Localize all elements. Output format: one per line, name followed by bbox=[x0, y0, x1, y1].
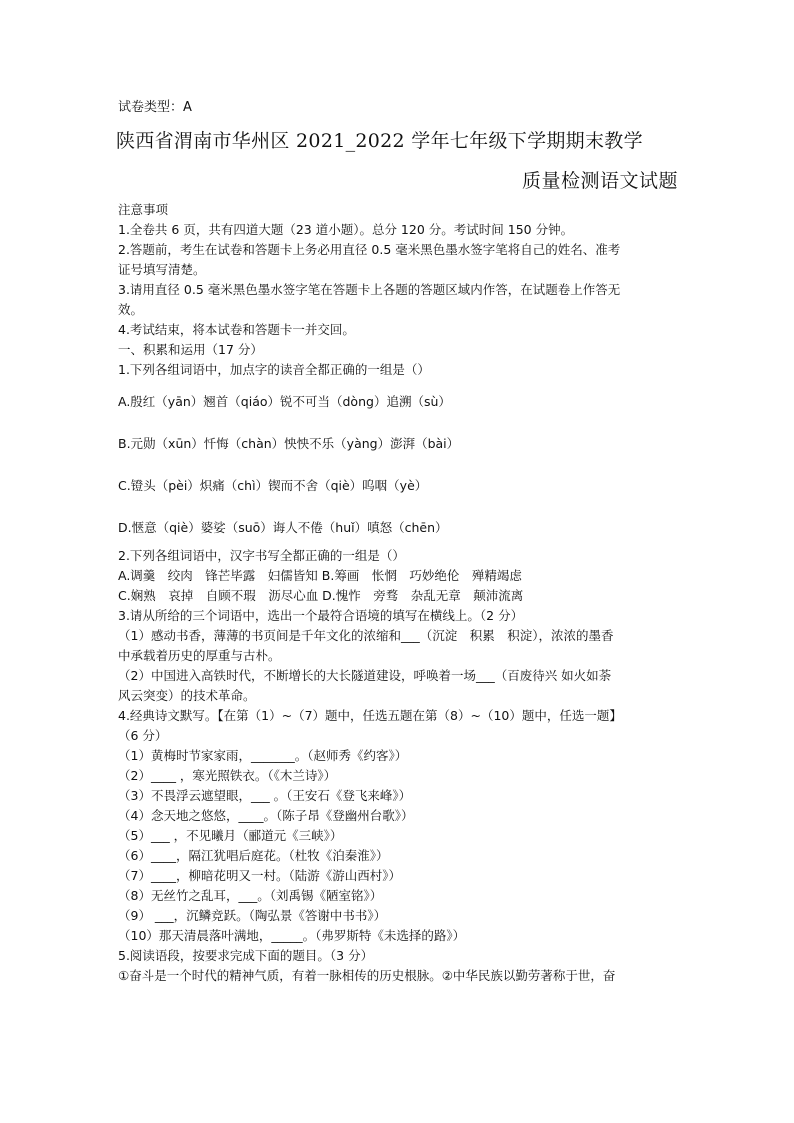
exam-title-line2: 质量检测语文试题 bbox=[521, 170, 678, 192]
exam-title-line1: 陕西省渭南市华州区 2021_2022 学年七年级下学期期末教学 bbox=[116, 130, 643, 152]
note-item: 2.答题前，考生在试卷和答题卡上务必用直径 0.5 毫米黑色墨水签字笔将自己的姓名、准考 bbox=[118, 242, 621, 257]
note-item: 证号填写清楚。 bbox=[118, 262, 206, 277]
doc-type-label: 试卷类型：A bbox=[118, 100, 192, 115]
question-stem: 5.阅读语段，按要求完成下面的题目。（3 分） bbox=[118, 948, 374, 963]
note-item: 效。 bbox=[118, 302, 144, 317]
question-3 bbox=[118, 606, 678, 706]
question-stem: 1.下列各组词语中，加点字的读音全都正确的一组是（） bbox=[118, 362, 430, 377]
question-text: 中承载着历史的厚重与古朴。 bbox=[118, 648, 281, 663]
question-text: （1）感动书香，薄薄的书页间是千年文化的浓缩和___（沉淀 积累 积淀），浓浓的墨香 bbox=[118, 628, 614, 643]
note-item: 4.考试结束，将本试卷和答题卡一并交回。 bbox=[118, 322, 355, 337]
question-text: 风云突变）的技术革命。 bbox=[118, 688, 256, 703]
note-item: 3.请用直径 0.5 毫米黑色墨水签字笔在答题卡上各题的答题区域内作答，在试题卷上作答无 bbox=[118, 282, 621, 297]
passage-text: ①奋斗是一个时代的精神气质，有着一脉相传的历史根脉。②中华民族以勤劳著称于世，奋 bbox=[118, 968, 616, 983]
poem-item: （2）____ ，寒光照铁衣。（《木兰诗》） bbox=[118, 768, 337, 783]
option-d: D.惬意（qiè）婆娑（suō）诲人不倦（huǐ）嗔怒（chēn） bbox=[118, 520, 448, 535]
question-stem: 2.下列各组词语中，汉字书写全都正确的一组是（） bbox=[118, 548, 405, 563]
notes-heading: 注意事项 bbox=[118, 202, 169, 217]
question-text: （2）中国进入高铁时代，不断增长的大长隧道建设，呼唤着一场___（百废待兴 如火如荼 bbox=[118, 668, 612, 683]
notes-section bbox=[118, 200, 678, 340]
poem-item: （6）____，隔江犹唱后庭花。（杜牧《泊秦淮》） bbox=[118, 848, 389, 863]
poem-item: （4）念天地之悠悠，____。（陈子昂《登幽州台歌》） bbox=[118, 808, 414, 823]
question-1 bbox=[118, 360, 678, 538]
poem-item: （5）___ ，不见曦月（郦道元《三峡》） bbox=[118, 828, 343, 843]
option-b: B.元勋（xūn）忏悔（chàn）怏怏不乐（yàng）澎湃（bài） bbox=[118, 436, 460, 451]
poem-item: （9） ___，沉鳞竞跃。（陶弘景《答谢中书书》） bbox=[118, 908, 387, 923]
question-5 bbox=[118, 946, 678, 986]
question-4 bbox=[118, 706, 678, 946]
document-body bbox=[118, 98, 678, 986]
poem-item: （7）____，柳暗花明又一村。（陆游《游山西村》） bbox=[118, 868, 401, 883]
section-heading: 一、积累和运用（17 分） bbox=[118, 342, 263, 357]
question-2 bbox=[118, 546, 678, 606]
poem-item: （3）不畏浮云遮望眼，___ 。（王安石《登飞来峰》） bbox=[118, 788, 412, 803]
option-c: C.镫头（pèi）炽痛（chì）锲而不舍（qiè）呜咽（yè） bbox=[118, 478, 428, 493]
question-stem: 3.请从所给的三个词语中，选出一个最符合语境的填写在横线上。（2 分） bbox=[118, 608, 524, 623]
question-stem: 4.经典诗文默写。【在第（1）~（7）题中，任选五题在第（8）~（10）题中，任选一题】 bbox=[118, 708, 622, 723]
note-item: 1.全卷共 6 页，共有四道大题（23 道小题）。总分 120 分。考试时间 150 分钟。 bbox=[118, 222, 574, 237]
poem-item: （1）黄梅时节家家雨，_______。（赵师秀《约客》） bbox=[118, 748, 408, 763]
poem-item: （10）那天清晨落叶满地，_____。（弗罗斯特《未选择的路》） bbox=[118, 928, 466, 943]
option-a: A.殷红（yān）翘首（qiáo）锐不可当（dòng）追溯（sù） bbox=[118, 394, 451, 409]
poem-item: （8）无丝竹之乱耳，___。（刘禹锡《陋室铭》） bbox=[118, 888, 383, 903]
option-line: A.调羹 绞肉 锋芒毕露 妇儒皆知 B.筹画 怅惘 巧妙绝伦 殚精竭虑 bbox=[118, 568, 522, 583]
question-stem: （6 分） bbox=[118, 728, 168, 743]
option-line: C.娴熟 哀掉 自顾不瑕 沥尽心血 D.愧怍 旁骛 杂乱无章 颠沛流离 bbox=[118, 588, 524, 603]
